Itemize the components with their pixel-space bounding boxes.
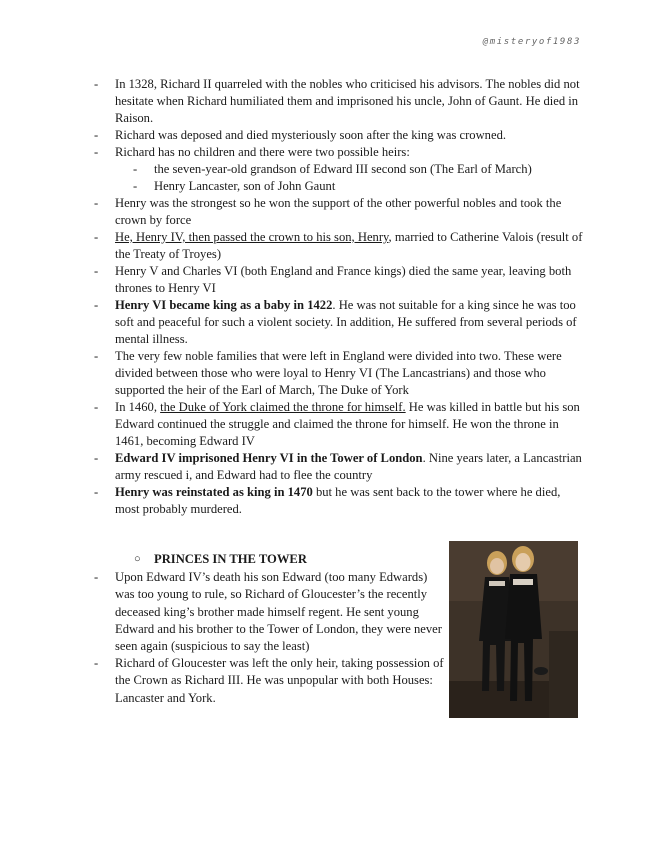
dash-bullet-icon: -	[94, 656, 99, 671]
sub-list-item-text: Henry Lancaster, son of John Gaunt	[154, 179, 336, 193]
list-item-text: Upon Edward IV’s death his son Edward (too many Edwards) was too young to rule, so Richard of Gloucester’s the recently deceased king’s brother made himself regent. He sent young Edward and his brother to the Tower of London, they were never seen again (suspicious to say the least)	[115, 570, 442, 654]
text-run: He was killed in battle but his son Edward continued the struggle and claimed the throne for himself. He won the throne in 1461, becoming Edward IV	[115, 400, 580, 448]
list-item	[94, 144, 584, 161]
list-item-text	[115, 298, 577, 346]
list-item-text	[115, 77, 580, 125]
text-run: The very few noble families that were left in England were divided into two. These were divided between those who were loyal to Henry VI (The Lancastrians) and those who supported the heir of the Earl of March, The Duke of York	[115, 349, 562, 397]
list-item-text	[115, 451, 582, 482]
list-item-text	[115, 145, 410, 159]
bold-text: Henry was reinstated as king in 1470	[115, 485, 313, 499]
list-item	[94, 399, 584, 450]
dash-bullet-icon: -	[94, 298, 99, 312]
list-item-text	[115, 128, 506, 142]
dash-bullet-icon: -	[94, 570, 99, 585]
sub-list-item	[94, 161, 584, 178]
dash-bullet-icon: -	[94, 128, 99, 142]
section-heading-text: PRINCES IN THE TOWER	[154, 552, 307, 566]
list-item	[94, 127, 584, 144]
text-run: In 1328, Richard II quarreled with the nobles who criticised his advisors. The nobles did not hesitate when Richard humiliated them and imprisoned his uncle, John of Gaunt. He died in Raison.	[115, 77, 580, 125]
list-item	[94, 569, 449, 655]
dash-bullet-icon: -	[133, 162, 138, 176]
underlined-text: He, Henry IV, then passed the crown to his son, Henry	[115, 230, 389, 244]
dash-bullet-icon: -	[94, 349, 99, 363]
text-run: , married to Catherine Valois (result of the Treaty of Troyes)	[115, 230, 583, 261]
text-run: Henry was the strongest so he won the support of the other powerful nobles and took the crown by force	[115, 196, 562, 227]
princes-section	[94, 551, 449, 707]
list-item-text	[115, 230, 582, 261]
text-run: but he was sent back to the tower where he died, most probably murdered.	[115, 485, 561, 516]
text-run: Henry V and Charles VI (both England and France kings) died the same year, leaving both thrones to Henry VI	[115, 264, 572, 295]
text-run: In 1460,	[115, 400, 161, 414]
text-run: Richard has no children and there were two possible heirs:	[115, 145, 410, 159]
circle-bullet-icon: ○	[134, 553, 141, 565]
dash-bullet-icon: -	[94, 77, 99, 91]
dash-bullet-icon: -	[94, 196, 99, 210]
dash-bullet-icon: -	[94, 451, 99, 465]
list-item	[94, 195, 584, 229]
text-run: . Nine years later, a Lancastrian army rescued i, and Edward had to flee the country	[115, 451, 582, 482]
sub-list-item-text: the seven-year-old grandson of Edward III second son (The Earl of March)	[154, 162, 532, 176]
watermark: @misteryof1983	[482, 37, 581, 47]
list-item	[94, 484, 584, 518]
sub-list-item	[94, 178, 584, 195]
list-item-text	[115, 196, 561, 227]
dash-bullet-icon: -	[94, 264, 99, 278]
bullet-list	[94, 76, 584, 518]
list-item-text	[115, 264, 571, 295]
dash-bullet-icon: -	[94, 230, 99, 244]
list-item-text	[115, 349, 562, 397]
section-heading	[94, 551, 449, 568]
bold-text: Henry VI became king as a baby in 1422	[115, 298, 333, 312]
list-item-text	[115, 485, 560, 516]
text-run: . He was not suitable for a king since he was too soft and peaceful for such a violent society. In addition, He suffered from several periods of mental illness.	[115, 298, 577, 346]
list-item	[94, 450, 584, 484]
list-item	[94, 229, 584, 263]
bold-text: Edward IV imprisoned Henry VI in the Tower of London	[115, 451, 423, 465]
list-item-text: Richard of Gloucester was left the only heir, taking possession of the Crown as Richard III. He was unpopular with both Houses: Lancaster and York.	[115, 656, 444, 705]
dash-bullet-icon: -	[133, 179, 138, 193]
dash-bullet-icon: -	[94, 145, 99, 159]
underlined-text: the Duke of York claimed the throne for himself.	[160, 400, 406, 414]
dash-bullet-icon: -	[94, 400, 99, 414]
list-item	[94, 297, 584, 348]
list-item-text	[115, 400, 580, 448]
list-item	[94, 76, 584, 127]
list-item	[94, 655, 449, 707]
text-run: Richard was deposed and died mysteriously soon after the king was crowned.	[115, 128, 507, 142]
portrait-painting-icon	[449, 541, 578, 718]
list-item	[94, 263, 584, 297]
list-item	[94, 348, 584, 399]
dash-bullet-icon: -	[94, 485, 99, 499]
princes-portrait-image	[449, 541, 578, 718]
